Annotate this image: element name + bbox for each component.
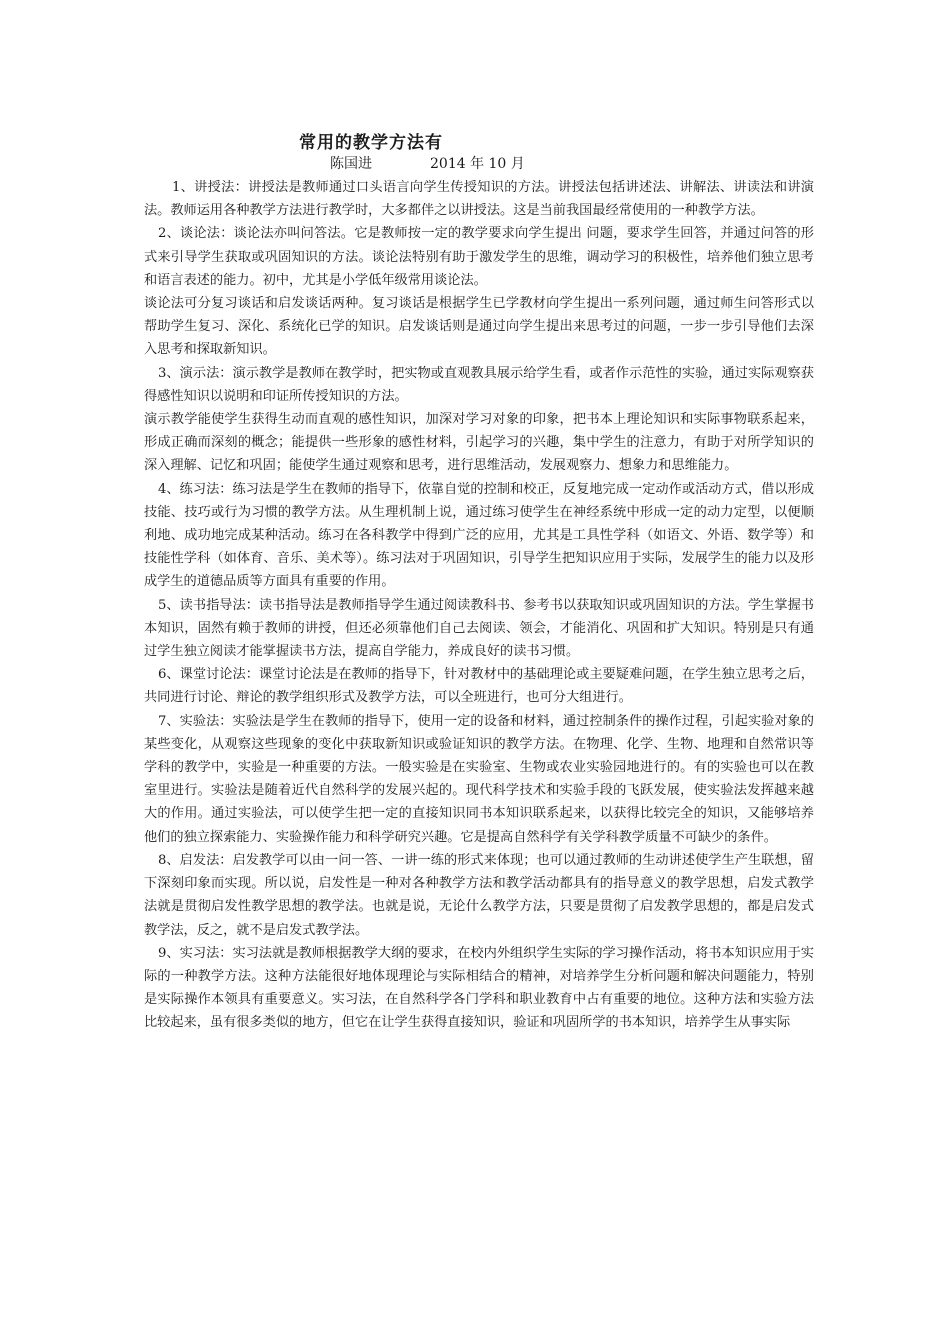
paragraph-11: 9、实习法：实习法就是教师根据教学大纲的要求，在校内外组织学生实际的学习操作活动，将书本知识应用于实际的一种教学方法。这种方法能很好地体现理论与实际相结合的精神，对培养学生分析问题和解决问题能力，特别是实际操作本领具有重要意义。实习法，在自然科学各门学科和职业教育中占有重要的地位。这种方法和实验方法比较起来，虽有很多类似的地方，但它在让学生获得直接知识，验证和巩固所学的书本知识，培养学生从事实际: [144, 945, 814, 1031]
document-body: [144, 176, 814, 1035]
paragraph-3: 谈论法可分复习谈话和启发谈话两种。复习谈话是根据学生已学教材向学生提出一系列问题，通过师生问答形式以帮助学生复习、深化、系统化已学的知识。启发谈话则是通过向学生提出来思考过的问题，一步一步引导他们去深入思考和探取新知识。: [144, 296, 814, 358]
byline: [330, 153, 525, 173]
paragraph-10: 8、启发法：启发教学可以由一问一答、一讲一练的形式来体现；也可以通过教师的生动讲述使学生产生联想，留下深刻印象而实现。所以说，启发性是一种对各种教学方法和教学活动都具有的指导意义的教学思想，启发式教学法就是贯彻启发性教学思想的教学法。也就是说，无论什么教学方法，只要是贯彻了启发教学思想的，都是启发式教学法，反之，就不是启发式教学法。: [144, 852, 814, 938]
author-name: 陈国进: [330, 156, 372, 172]
paragraph-2: 2、谈论法：谈论法亦叫问答法。它是教师按一定的教学要求向学生提出 问题，要求学生回答，并通过问答的形式来引导学生获取或巩固知识的方法。谈论法特别有助于激发学生的思维，调动学习的积极性，培养他们独立思考和语言表述的能力。初中，尤其是小学低年级常用谈论法。: [144, 226, 814, 288]
document-date: 2014 年 10 月: [430, 156, 525, 172]
paragraph-4: 3、演示法：演示教学是教师在教学时，把实物或直观教具展示给学生看，或者作示范性的实验，通过实际观察获得感性知识以说明和印证所传授知识的方法。: [144, 365, 814, 404]
paragraph-8: 6、课堂讨论法：课堂讨论法是在教师的指导下，针对教材中的基础理论或主要疑难问题，在学生独立思考之后，共同进行讨论、辩论的教学组织形式及教学方法，可以全班进行，也可分大组进行。: [144, 667, 814, 706]
document-title: 常用的教学方法有: [299, 133, 443, 153]
paragraph-7: 5、读书指导法：读书指导法是教师指导学生通过阅读教科书、参考书以获取知识或巩固知识的方法。学生掌握书本知识，固然有赖于教师的讲授，但还必须靠他们自己去阅读、领会，才能消化、巩固和扩大知识。特别是只有通过学生独立阅读才能掌握读书方法，提高自学能力，养成良好的读书习惯。: [144, 597, 814, 660]
paragraph-1: 1、讲授法：讲授法是教师通过口头语言向学生传授知识的方法。讲授法包括讲述法、讲解法、讲读法和讲演法。教师运用各种教学方法进行教学时，大多都伴之以讲授法。这是当前我国最经常使用的一种教学方法。: [144, 180, 814, 219]
paragraph-6: 4、练习法：练习法是学生在教师的指导下，依靠自觉的控制和校正，反复地完成一定动作或活动方式，借以形成技能、技巧或行为习惯的教学方法。从生理机制上说，通过练习使学生在神经系统中形成一定的动力定型，以便顺利地、成功地完成某种活动。练习在各科教学中得到广泛的应用，尤其是工具性学科（如语文、外语、数学等）和技能性学科（如体育、音乐、美术等）。练习法对于巩固知识，引导学生把知识应用于实际，发展学生的能力以及形成学生的道德品质等方面具有重要的作用。: [144, 481, 814, 590]
paragraph-9: 7、实验法：实验法是学生在教师的指导下，使用一定的设备和材料，通过控制条件的操作过程，引起实验对象的某些变化，从观察这些现象的变化中获取新知识或验证知识的教学方法。在物理、化学、生物、地理和自然常识等学科的教学中，实验是一种重要的方法。一般实验是在实验室、生物或农业实验园地进行的。有的实验也可以在教室里进行。实验法是随着近代自然科学的发展兴起的。现代科学技术和实验手段的飞跃发展，使实验法发挥越来越大的作用。通过实验法，可以使学生把一定的直接知识同书本知识联系起来，以获得比较完全的知识，又能够培养他们的独立探索能力、实验操作能力和科学研究兴趣。它是提高自然科学有关学科教学质量不可缺少的条件。: [144, 713, 814, 845]
paragraph-5: 演示教学能使学生获得生动而直观的感性知识，加深对学习对象的印象，把书本上理论知识和实际事物联系起来，形成正确而深刻的概念；能提供一些形象的感性材料，引起学习的兴趣，集中学生的注意力，有助于对所学知识的深入理解、记忆和巩固；能使学生通过观察和思考，进行思维活动，发展观察力、想象力和思维能力。: [144, 412, 814, 474]
